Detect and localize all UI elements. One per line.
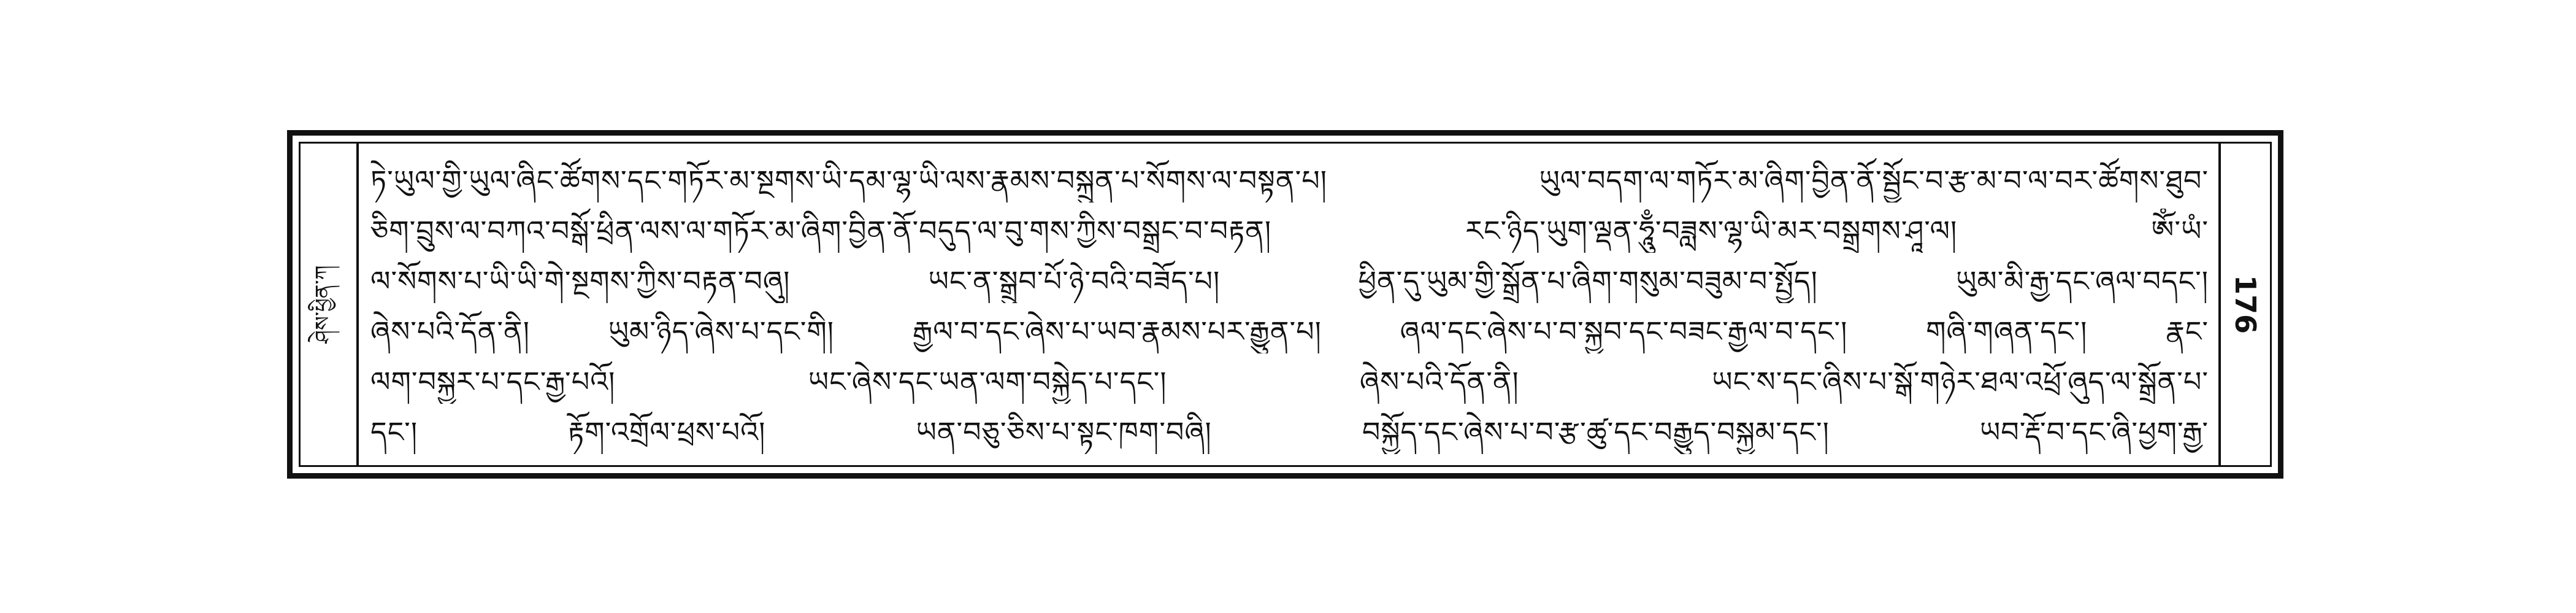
- text-line: ཞེས་པའི་དོན་ནི། ཡུམ་ཉིད་ཞེས་པ་དང་གི། རྒྱལ་བ་དང་ཞེས་པ་ཡབ་རྣམས་པར་རྒྱུན་པ། ཞལ་དང་ཞེས་པ་བ་སྐྱབ་དང་བཟང་རྒྱལ་བ་དང་། གཞི་གཞན་དང་། རྣང་: [370, 315, 2209, 348]
- text-line: ཏེ་ཡུལ་གྱི་ཡུལ་ཞིང་ཚོགས་དང་གཏོར་མ་སྔགས་ཡི་དམ་ལྷ་ཡི་ལས་རྣམས་བསྐྲུན་པ་སོགས་ལ་བསྟན་པ། ཡུལ་བདག་ལ་གཏོར་མ་ཞིག་བྱིན་ནོ་སྦྱོང་བ་རྩ་མ་བ་ལ་བར་ཚོགས་ཐུབ་: [370, 164, 2209, 197]
- text-line: ལ་སོགས་པ་ཡི་ཡི་གེ་སྔགས་ཀྱིས་བརྟན་བཞུ། ཡང་ན་སྒྲུབ་པོ་ཉེ་བའི་བཟོད་པ། ཕྱིན་དུ་ཡུམ་གྱི་སྒྲོན་པ་ཞིག་གསུམ་བཟུམ་བ་སྤྱོད། ཡུམ་མི་རྒྱ་དང་ཞལ་བདང་།: [370, 264, 2209, 298]
- text-line: ཅིག་བྲུས་ལ་བཀའ་བསྒོ་ཕྲིན་ལས་ལ་གཏོར་མ་ཞིག་བྱིན་ནོ་བདུད་ལ་བུ་གས་ཀྱིས་བསྒྲང་བ་བརྟན། རང་ཉིད་ཡུག་ལྡན་ཧཱུྃ་བཟླས་ལྷ་ཡི་མར་བསྒྲགས་ཤཱ་ལ། ཨོཾ་ཡཾ་: [370, 214, 2209, 247]
- text-line: དང་། རྟོག་འགྲོལ་ཕྲས་པའོ། ཡན་བཅུ་ཅིས་པ་སྟང་ཁག་བཞི། བསྐྱོད་དང་ཞེས་པ་བ་རྩ་ཚུ་དང་བརྒྱུད་བསྐྱམ་དང་། ཡབ་རྡོ་བ་དང་ཞི་ཕྱག་རྒྱ་: [370, 415, 2209, 449]
- page-number: 176: [2229, 274, 2262, 334]
- left-margin: [301, 144, 359, 465]
- right-margin: [2218, 144, 2270, 465]
- folio-frame: [287, 130, 2283, 479]
- text-block: [370, 158, 2209, 454]
- margin-title: ཤེས་ཕྱིན་ཀ: [310, 265, 335, 344]
- folio-inner-border: [299, 142, 2272, 467]
- text-line: ལག་བསྐྱར་པ་དང་རྒྱ་པའོ། ཡང་ཞེས་དང་ཡན་ལག་བསྐྱེད་པ་དང་། ཞེས་པའི་དོན་ནི། ཡང་ས་དང་ཞིས་པ་སྒོ་གཉེར་ཐལ་འཕྲོ་ཞུད་ལ་སྒྲོན་པ་: [370, 365, 2209, 398]
